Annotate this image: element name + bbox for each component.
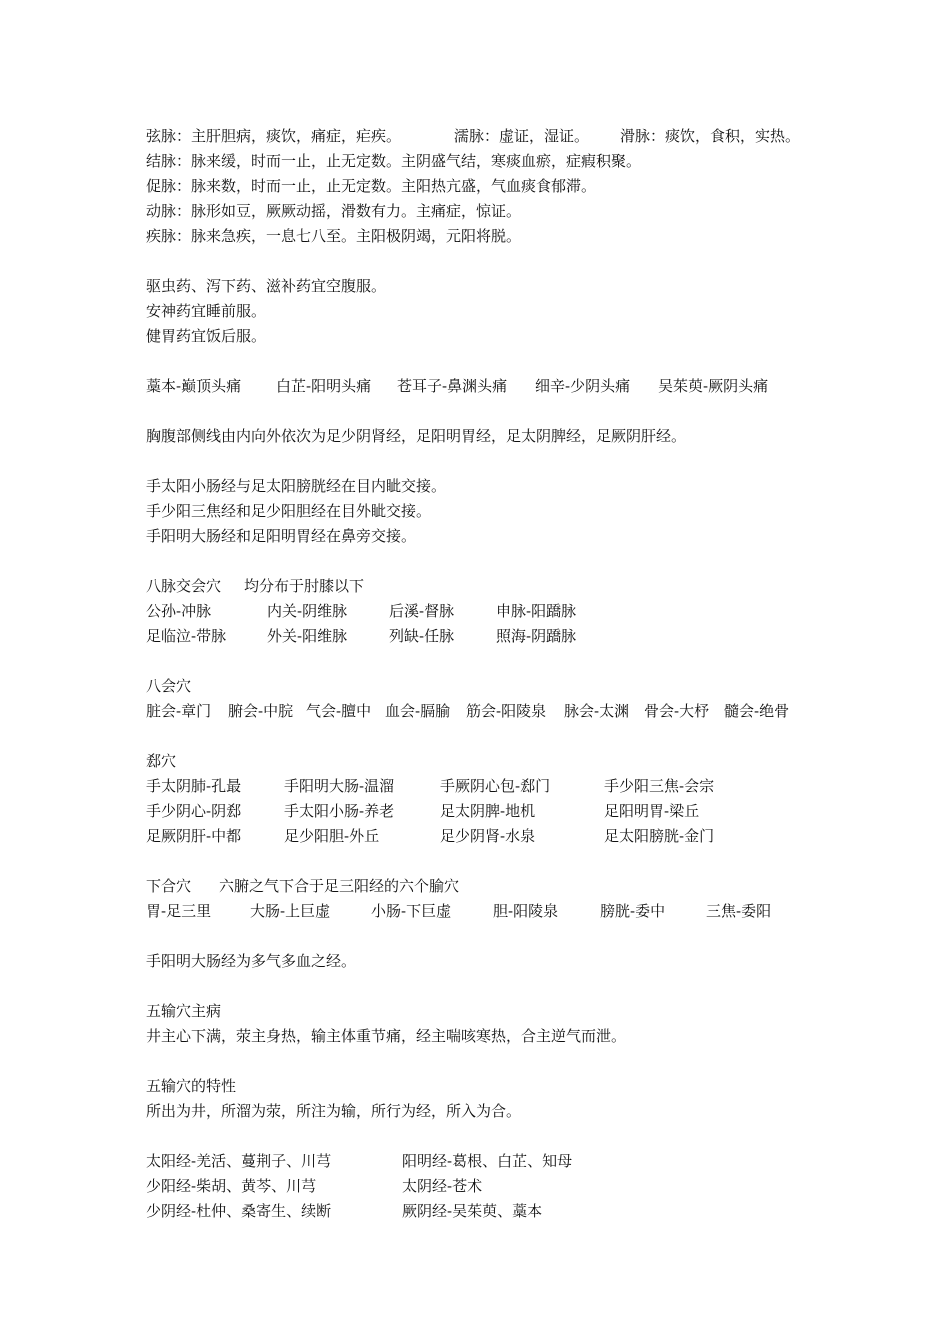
xi-cleft-point: 足阳明胃-梁丘: [604, 802, 700, 820]
influential-point: 筋会-阳陵泉: [466, 702, 547, 720]
influential-point: 脉会-太渊: [564, 702, 630, 720]
xi-cleft-point: 足厥阴肝-中都: [146, 827, 242, 845]
guiding-herbs-row: [146, 1149, 906, 1174]
xi-cleft-point: 手太阴肺-孔最: [146, 777, 242, 795]
junction-line-3: 手阳明大肠经和足阳明胃经在鼻旁交接。: [146, 527, 417, 545]
document-page: [146, 124, 906, 1224]
medication-line-3: 健胃药宜饭后服。: [146, 327, 267, 345]
confluent-point: 后溪-督脉: [389, 602, 455, 620]
guiding-herb: 阳明经-葛根、白芷、知母: [402, 1152, 573, 1170]
pulse-line-1: [146, 124, 906, 149]
pulse-line-2: 结脉：脉来缓，时而一止，止无定数。主阴盛气结，寒痰血瘀，症瘕积聚。: [146, 152, 642, 170]
lower-sea-point: 胃-足三里: [146, 902, 212, 920]
xi-cleft-row: [146, 799, 906, 824]
influential-point: 髓会-绝骨: [724, 702, 790, 720]
xi-cleft-point: 足太阴脾-地机: [440, 802, 536, 820]
confluent-point: 公孙-冲脉: [146, 602, 212, 620]
eight-confluent-note: 均分布于肘膝以下: [244, 577, 365, 595]
guiding-herb: 厥阴经-吴茱萸、藁本: [402, 1202, 543, 1220]
abdomen-meridians-line: 胸腹部侧线由内向外依次为足少阴肾经，足阳明胃经，足太阴脾经，足厥阴肝经。: [146, 427, 687, 445]
lower-sea-point: 小肠-下巨虚: [371, 902, 452, 920]
confluent-point: 申脉-阳蹻脉: [496, 602, 577, 620]
xi-cleft-title: 郄穴: [146, 752, 177, 770]
headache-herb: 苍耳子-鼻渊头痛: [397, 377, 508, 395]
medication-line-1: 驱虫药、泻下药、滋补药宜空腹服。: [146, 277, 387, 295]
eight-influential-title: 八会穴: [146, 677, 192, 695]
eight-influential-row: [146, 699, 906, 724]
eight-confluent-row: [146, 599, 906, 624]
headache-herbs-line: [146, 374, 906, 399]
lower-sea-title: 下合穴: [146, 877, 192, 895]
eight-confluent-row: [146, 624, 906, 649]
lower-sea-note: 六腑之气下合于足三阳经的六个腧穴: [219, 877, 460, 895]
xi-cleft-point: 手少阳三焦-会宗: [604, 777, 715, 795]
headache-herb: 吴茱萸-厥阴头痛: [658, 377, 769, 395]
lower-sea-heading: [146, 874, 906, 899]
guiding-herb: 少阳经-柴胡、黄芩、川芎: [146, 1177, 317, 1195]
blood-qi-line: 手阳明大肠经为多气多血之经。: [146, 952, 357, 970]
pulse-line-3: 促脉：脉来数，时而一止，止无定数。主阳热亢盛，气血痰食郁滞。: [146, 177, 597, 195]
influential-point: 腑会-中脘: [228, 702, 294, 720]
xi-cleft-point: 手太阳小肠-养老: [284, 802, 395, 820]
five-shu-traits-text: 所出为井，所溜为荥，所注为输，所行为经，所入为合。: [146, 1102, 522, 1120]
lower-sea-point: 胆-阳陵泉: [493, 902, 559, 920]
influential-point: 骨会-大杼: [644, 702, 710, 720]
guiding-herb: 太阴经-苍术: [402, 1177, 483, 1195]
xi-cleft-row: [146, 824, 906, 849]
five-shu-diseases-title: 五输穴主病: [146, 1002, 222, 1020]
xi-cleft-row: [146, 774, 906, 799]
influential-point: 气会-膻中: [306, 702, 372, 720]
confluent-point: 内关-阴维脉: [267, 602, 348, 620]
pulse-wiry: 弦脉：主肝胆病，痰饮，痛症，疟疾。: [146, 127, 402, 145]
pulse-line-5: 疾脉：脉来急疾，一息七八至。主阳极阴竭，元阳将脱。: [146, 227, 522, 245]
eight-confluent-heading: [146, 574, 906, 599]
medication-line-2: 安神药宜睡前服。: [146, 302, 267, 320]
pulse-line-4: 动脉：脉形如豆，厥厥动摇，滑数有力。主痛症，惊证。: [146, 202, 522, 220]
xi-cleft-point: 足少阳胆-外丘: [284, 827, 380, 845]
five-shu-diseases-text: 井主心下满，荥主身热，输主体重节痛，经主喘咳寒热，合主逆气而泄。: [146, 1027, 627, 1045]
pulse-soggy: 濡脉：虚证，湿证。: [454, 127, 590, 145]
five-shu-traits-title: 五输穴的特性: [146, 1077, 237, 1095]
lower-sea-point: 三焦-委阳: [706, 902, 772, 920]
headache-herb: 白芷-阳明头痛: [276, 377, 372, 395]
lower-sea-point: 膀胱-委中: [600, 902, 666, 920]
confluent-point: 足临泣-带脉: [146, 627, 227, 645]
eight-confluent-title: 八脉交会穴: [146, 577, 222, 595]
xi-cleft-point: 足少阴肾-水泉: [440, 827, 536, 845]
guiding-herb: 少阴经-杜仲、桑寄生、续断: [146, 1202, 332, 1220]
lower-sea-row: [146, 899, 906, 924]
lower-sea-point: 大肠-上巨虚: [250, 902, 331, 920]
influential-point: 血会-膈腧: [385, 702, 451, 720]
junction-line-2: 手少阳三焦经和足少阳胆经在目外眦交接。: [146, 502, 432, 520]
influential-point: 脏会-章门: [146, 702, 212, 720]
guiding-herbs-row: [146, 1174, 906, 1199]
confluent-point: 列缺-任脉: [389, 627, 455, 645]
confluent-point: 外关-阳维脉: [267, 627, 348, 645]
xi-cleft-point: 手阳明大肠-温溜: [284, 777, 395, 795]
confluent-point: 照海-阴蹻脉: [496, 627, 577, 645]
headache-herb: 细辛-少阴头痛: [535, 377, 631, 395]
pulse-slippery: 滑脉：痰饮，食积，实热。: [620, 127, 801, 145]
junction-line-1: 手太阳小肠经与足太阳膀胱经在目内眦交接。: [146, 477, 447, 495]
guiding-herb: 太阳经-羌活、蔓荆子、川芎: [146, 1152, 332, 1170]
xi-cleft-point: 手厥阴心包-郄门: [440, 777, 551, 795]
guiding-herbs-row: [146, 1199, 906, 1224]
headache-herb: 藁本-巅顶头痛: [146, 377, 242, 395]
xi-cleft-point: 手少阴心-阴郄: [146, 802, 242, 820]
xi-cleft-point: 足太阳膀胱-金门: [604, 827, 715, 845]
